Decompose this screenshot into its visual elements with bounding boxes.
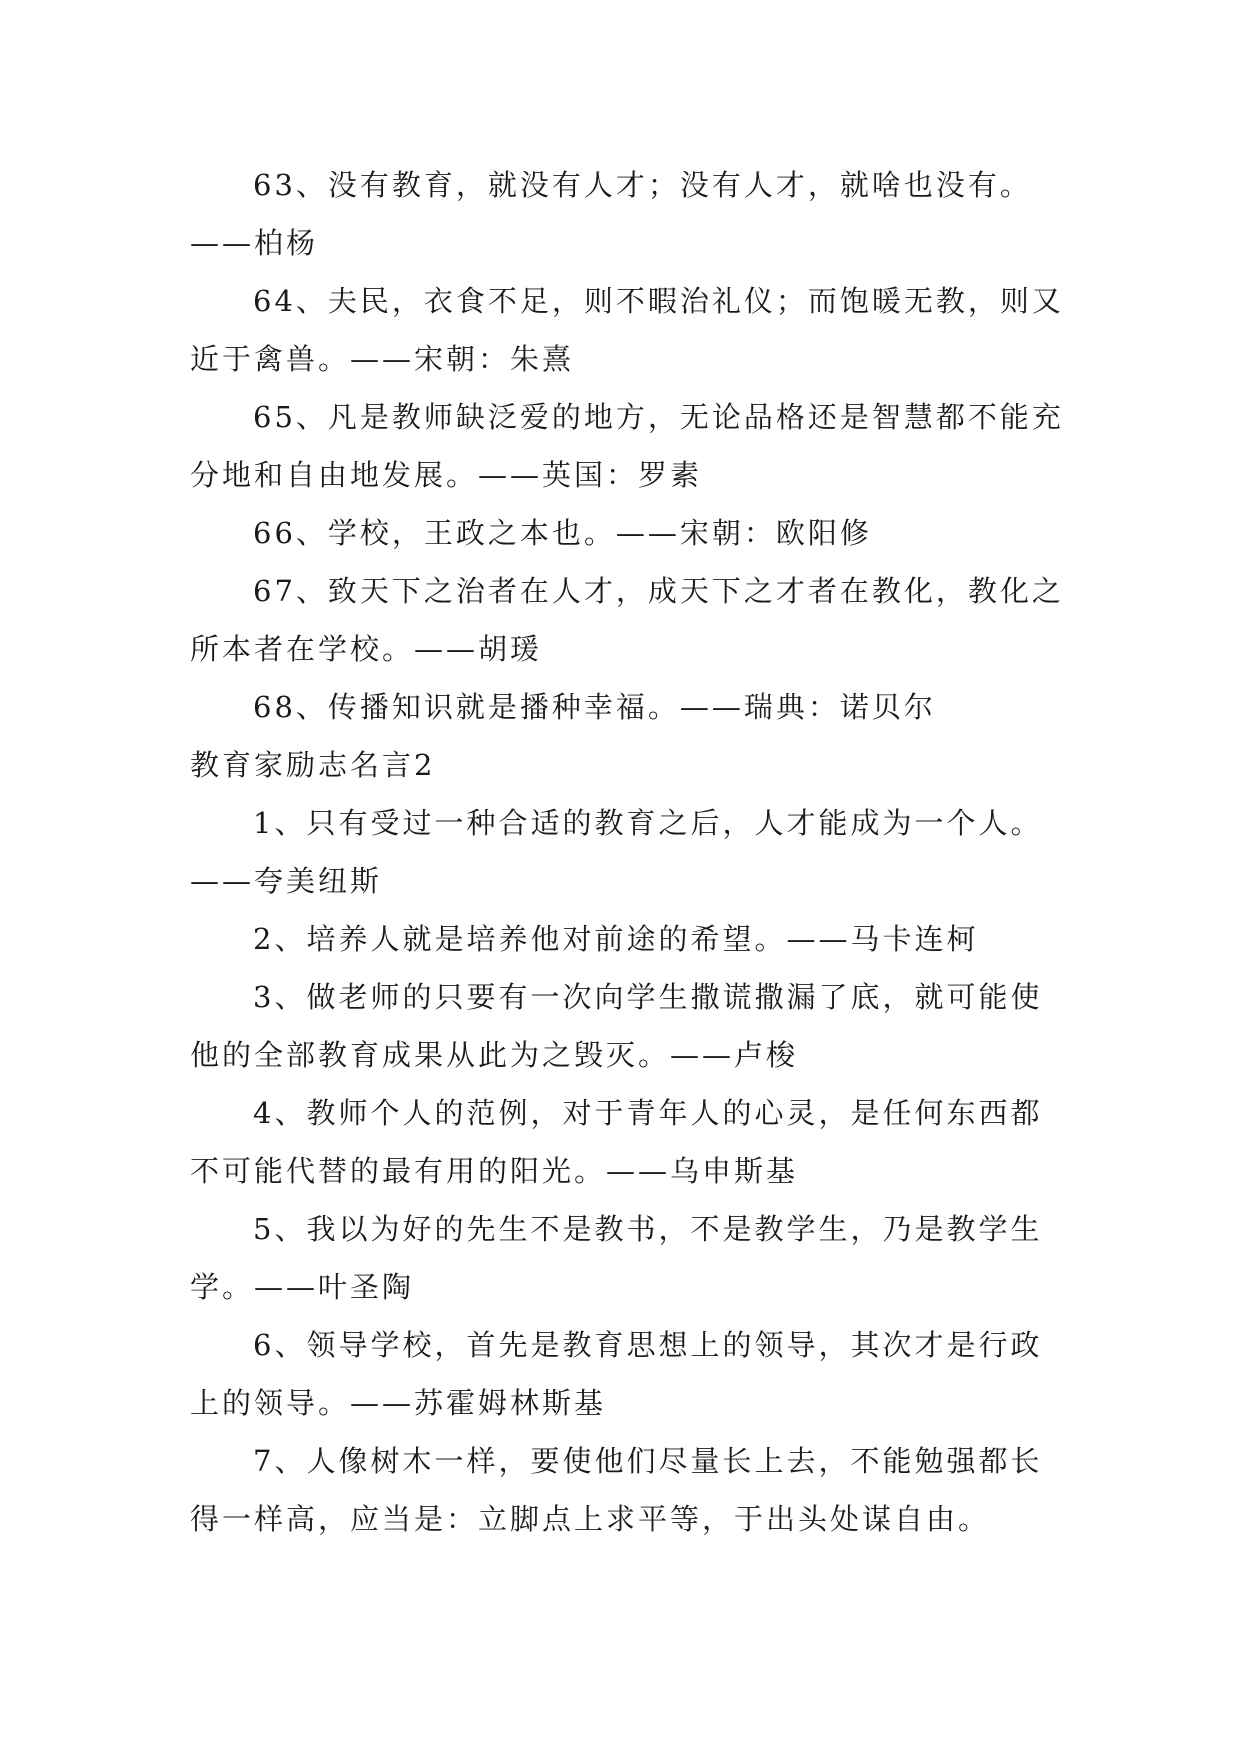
quote-paragraph-4: 4、教师个人的范例，对于青年人的心灵，是任何东西都不可能代替的最有用的阳光。——乌申斯基 xyxy=(190,1096,1043,1188)
document-body xyxy=(190,156,1070,1548)
quote-paragraph-68: 68、传播知识就是播种幸福。——瑞典：诺贝尔 xyxy=(253,690,936,724)
quote-paragraph-67: 67、致天下之治者在人才，成天下之才者在教化，教化之所本者在学校。——胡瑗 xyxy=(190,574,1064,666)
quote-paragraph-5: 5、我以为好的先生不是教书，不是教学生，乃是教学生学。——叶圣陶 xyxy=(190,1212,1043,1304)
quote-paragraph-63: 63、没有教育，就没有人才；没有人才，就啥也没有。——柏杨 xyxy=(190,168,1032,260)
quote-paragraph-1: 1、只有受过一种合适的教育之后，人才能成为一个人。——夸美纽斯 xyxy=(190,806,1043,898)
quote-paragraph-6: 6、领导学校，首先是教育思想上的领导，其次才是行政上的领导。——苏霍姆林斯基 xyxy=(190,1328,1043,1420)
quote-paragraph-3: 3、做老师的只要有一次向学生撒谎撒漏了底，就可能使他的全部教育成果从此为之毁灭。——卢梭 xyxy=(190,980,1043,1072)
quote-paragraph-2: 2、培养人就是培养他对前途的希望。——马卡连柯 xyxy=(253,922,979,956)
quote-paragraph-64: 64、夫民，衣食不足，则不暇治礼仪；而饱暖无教，则又近于禽兽。——宋朝：朱熹 xyxy=(190,284,1064,376)
quote-paragraph-65: 65、凡是教师缺泛爱的地方，无论品格还是智慧都不能充分地和自由地发展。——英国：罗素 xyxy=(190,400,1064,492)
quote-paragraph-7: 7、人像树木一样，要使他们尽量长上去，不能勉强都长得一样高，应当是：立脚点上求平等，于出头处谋自由。 xyxy=(190,1444,1043,1536)
section-heading: 教育家励志名言2 xyxy=(190,748,436,782)
quote-paragraph-66: 66、学校，王政之本也。——宋朝：欧阳修 xyxy=(253,516,872,550)
